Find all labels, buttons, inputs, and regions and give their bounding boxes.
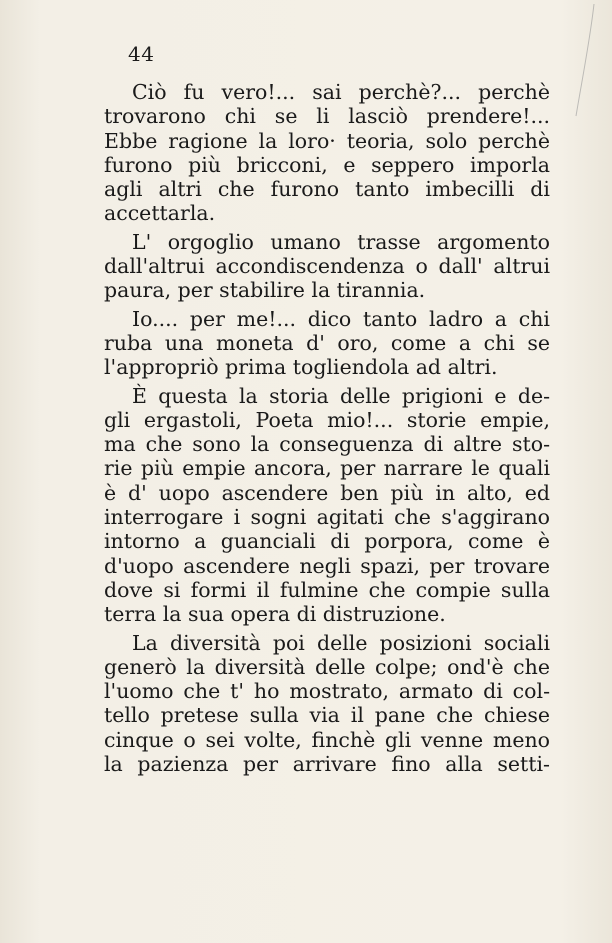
body-text bbox=[104, 80, 550, 776]
text-line: cinque o sei volte, finchè gli venne meno bbox=[104, 727, 550, 752]
text-line: interrogare i sogni agitati che s'aggirano bbox=[104, 505, 550, 530]
text-line: L' orgoglio umano trasse argomento bbox=[132, 229, 550, 254]
text-line: intorno a guanciali di porpora, come è bbox=[104, 529, 550, 554]
text-line: ma che sono la conseguenza di altre sto- bbox=[104, 432, 550, 457]
text-line: tello pretese sulla via il pane che chiese bbox=[104, 703, 550, 728]
text-line: La diversità poi delle posizioni sociali bbox=[132, 630, 550, 655]
text-line: ruba una moneta d' oro, come a chi se bbox=[104, 330, 550, 355]
page-number: 44 bbox=[128, 42, 155, 66]
text-line: Ciò fu vero!... sai perchè?... perchè bbox=[132, 80, 550, 104]
paragraph-4 bbox=[104, 384, 550, 627]
text-line: È questa la storia delle prigioni e de- bbox=[132, 383, 550, 408]
text-line: trovarono chi se li lasciò prendere!... bbox=[104, 104, 550, 129]
text-line: Io.... per me!... dico tanto ladro a chi bbox=[132, 306, 550, 331]
text-line: l'uomo che t' ho mostrato, armato di col- bbox=[104, 679, 550, 704]
text-line: furono più bricconi, e seppero imporla bbox=[104, 152, 550, 177]
paragraph-2 bbox=[104, 230, 550, 303]
text-line: gli ergastoli, Poeta mio!... storie empie, bbox=[104, 407, 550, 432]
paragraph-5 bbox=[104, 631, 550, 777]
text-line: paura, per stabilire la tirannia. bbox=[104, 278, 426, 303]
text-line: agli altri che furono tanto imbecilli di bbox=[104, 177, 550, 202]
text-line: terra la sua opera di distruzione. bbox=[104, 602, 446, 627]
margin-pencil-mark bbox=[572, 0, 602, 120]
text-line: accettarla. bbox=[104, 201, 216, 226]
paragraph-3 bbox=[104, 307, 550, 380]
text-line: dove si formi il fulmine che compie sulla bbox=[104, 577, 550, 602]
text-line: rie più empie ancora, per narrare le quali bbox=[104, 456, 550, 481]
text-line: d'uopo ascendere negli spazi, per trovare bbox=[104, 553, 550, 578]
text-line: dall'altrui accondiscendenza o dall' altrui bbox=[104, 254, 550, 279]
paragraph-1 bbox=[104, 80, 550, 226]
text-line: l'appropriò prima togliendola ad altri. bbox=[104, 355, 498, 380]
text-line: la pazienza per arrivare fino alla setti- bbox=[104, 752, 550, 777]
text-line: è d' uopo ascendere ben più in alto, ed bbox=[104, 480, 550, 505]
text-line: Ebbe ragione la loro· teoria, solo perchè bbox=[104, 128, 550, 153]
text-line: generò la diversità delle colpe; ond'è che bbox=[104, 654, 550, 679]
